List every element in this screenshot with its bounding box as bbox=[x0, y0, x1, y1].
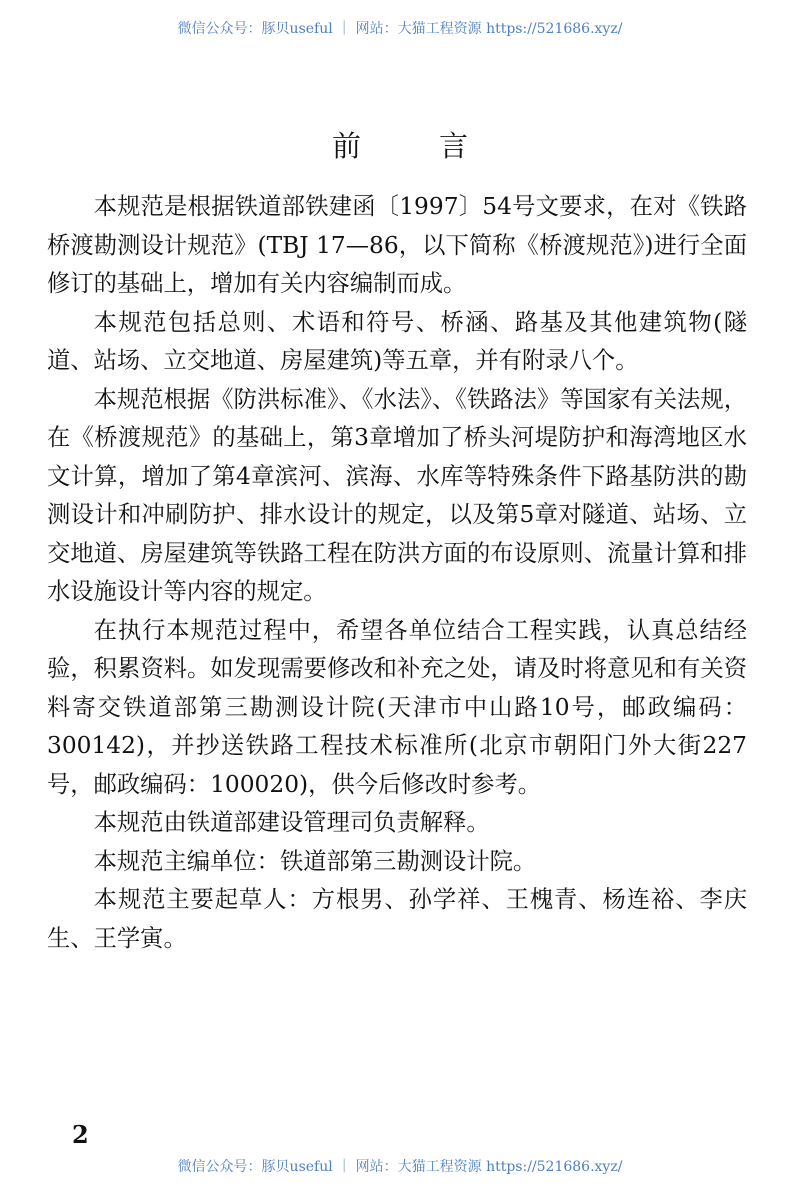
page-title bbox=[0, 124, 800, 165]
paragraph-chief-editor: 本规范主编单位：铁道部第三勘测设计院。 bbox=[93, 847, 537, 875]
paragraph-feedback: 在执行本规范过程中，希望各单位结合工程实践，认真总结经验，积累资料。如发现需要修改和补充之处，请及时将意见和有关资料寄交铁道部第三勘测设计院(天津市中山路10号，邮政编码：300142)，并抄送铁路工程技术标准所(北京市朝阳门外大街227号，邮政编码：100020)，供今后修改时参考。 bbox=[47, 616, 747, 798]
paragraph-interpretation: 本规范由铁道部建设管理司负责解释。 bbox=[93, 809, 490, 836]
watermark-header: 微信公众号：豚贝useful ｜ 网站：大猫工程资源 https://521686.xyz/ bbox=[177, 21, 623, 37]
preface-body bbox=[47, 188, 747, 958]
paragraph-revisions: 本规范根据《防洪标准》、《水法》、《铁路法》等国家有关法规，在《桥渡规范》的基础上，第3章增加了桥头河堤防护和海湾地区水文计算，增加了第4章滨河、滨海、水库等特殊条件下路基防洪的勘测设计和冲刷防护、排水设计的规定，以及第5章对隧道、站场、立交地道、房屋建筑等铁路工程在防洪方面的布设原则、流量计算和排水设施设计等内容的规定。 bbox=[47, 385, 747, 605]
paragraph-contents: 本规范包括总则、术语和符号、桥涵、路基及其他建筑物(隧道、站场、立交地道、房屋建筑)等五章，并有附录八个。 bbox=[47, 308, 747, 374]
watermark-footer: 微信公众号：豚贝useful ｜ 网站：大猫工程资源 https://521686.xyz/ bbox=[177, 1159, 623, 1175]
title-char-1: 前 bbox=[331, 129, 361, 163]
page-number: 2 bbox=[72, 1120, 89, 1149]
paragraph-drafters: 本规范主要起草人：方根男、孙学祥、王槐青、杨连裕、李庆生、王学寅。 bbox=[47, 886, 747, 952]
title-char-2: 言 bbox=[439, 129, 469, 163]
paragraph-basis: 本规范是根据铁道部铁建函〔1997〕54号文要求，在对《铁路桥渡勘测设计规范》(TBJ 17—86，以下简称《桥渡规范》)进行全面修订的基础上，增加有关内容编制而成。 bbox=[47, 193, 747, 297]
